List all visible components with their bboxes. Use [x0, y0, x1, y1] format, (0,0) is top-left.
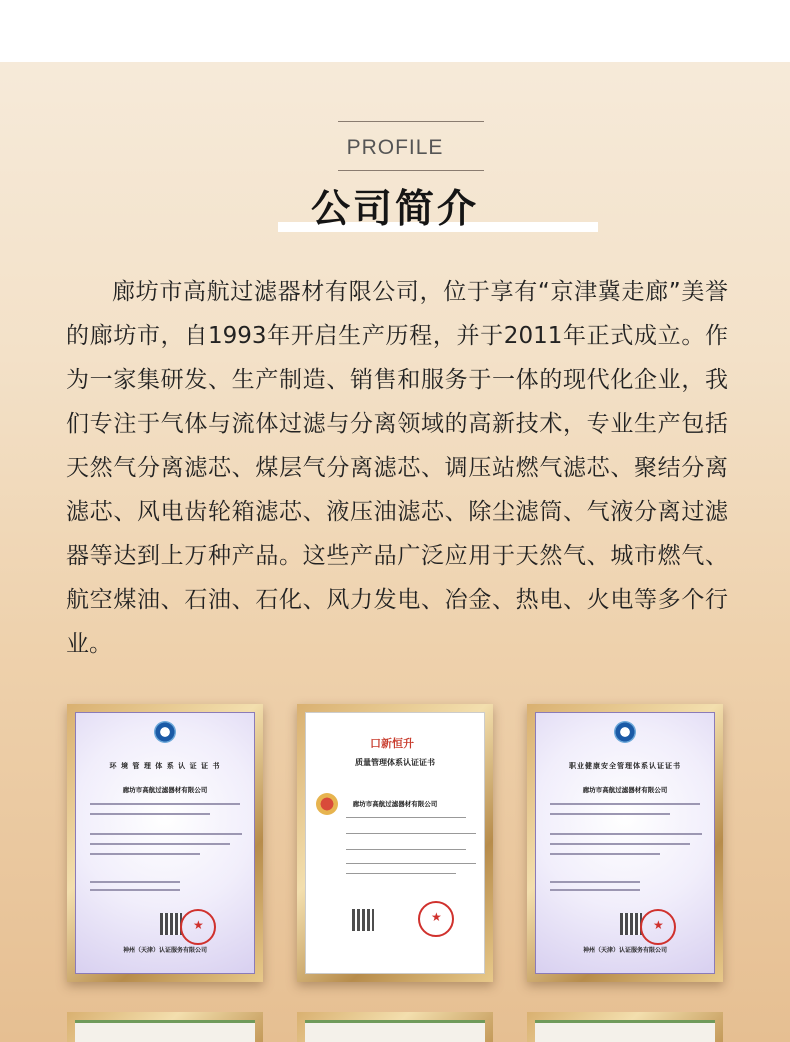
certificate-occupational-health[interactable] [527, 704, 723, 982]
certification-logo-icon [154, 721, 176, 743]
certificate-frame-partial [527, 1012, 723, 1042]
certificate-face [535, 712, 715, 974]
certificate-text-line [90, 843, 230, 845]
qr-code-icon [620, 913, 642, 935]
red-seal-icon [640, 909, 676, 945]
certificate-text-line [90, 813, 210, 815]
certificate-environmental[interactable] [67, 704, 263, 982]
certificate-text-line [550, 853, 660, 855]
certificate-text-line [550, 843, 690, 845]
qr-code-icon [160, 913, 182, 935]
certificate-text-line [90, 833, 242, 835]
certificate-text-line [550, 833, 702, 835]
red-seal-icon [180, 909, 216, 945]
certificate-text-line [346, 849, 466, 850]
rule-bottom [338, 170, 484, 171]
certificate-text-line [550, 889, 640, 891]
certificate-title: 职业健康安全管理体系认证证书 [569, 762, 681, 770]
certificate-text-line [90, 889, 180, 891]
certificate-face [75, 712, 255, 974]
certificate-title: 环 境 管 理 体 系 认 证 证 书 [109, 762, 221, 770]
certificate-text-line [346, 833, 476, 834]
certificate-text-line [346, 873, 456, 874]
decorative-wave [305, 712, 416, 833]
certificate-text-line [346, 863, 476, 864]
certificate-text-line [550, 803, 700, 805]
certificate-frame-partial [297, 1012, 493, 1042]
rule-top [338, 121, 484, 122]
certificate-company: 廊坊市高航过滤器材有限公司 [352, 800, 438, 808]
section-eyebrow: PROFILE [346, 136, 444, 159]
company-intro-text: 廊坊市高航过滤器材有限公司，位于享有“京津冀走廊”美誉的廊坊市，自1993年开启生产历程，并于2011年正式成立。作为一家集研发、生产制造、销售和服务于一体的现代化企业，我们专注于气体与流体过滤与分离领域的高新技术，专业生产包括天然气分离滤芯、煤层气分离滤芯、调压站燃气滤芯、聚结分离滤芯、风电齿轮箱滤芯、液压油滤芯、除尘滤筒、气液分离过滤器等达到上万种产品。这些产品广泛应用于天然气、城市燃气、航空煤油、石油、石化、风力发电、冶金、热电、火电等多个行业。 [66, 279, 728, 657]
certification-logo-icon [614, 721, 636, 743]
certificate-quality[interactable] [297, 704, 493, 982]
certificate-issuer: 神州（天津）认证服务有限公司 [122, 947, 207, 954]
certificate-face [305, 712, 485, 974]
top-white-band [0, 0, 790, 62]
certificate-company: 廊坊市高航过滤器材有限公司 [122, 786, 208, 794]
certificate-title: 质量管理体系认证证书 [355, 758, 435, 767]
certificate-text-line [90, 881, 180, 883]
certificate-text-line [550, 813, 670, 815]
certificate-text-line [346, 817, 466, 818]
qr-code-icon [352, 909, 374, 931]
certificate-company: 廊坊市高航过滤器材有限公司 [582, 786, 668, 794]
certificate-text-line [90, 853, 200, 855]
brand-logo: 口新恒升 [370, 737, 414, 750]
certificate-issuer: 神州（天津）认证服务有限公司 [582, 947, 667, 954]
certificate-frame-partial [67, 1012, 263, 1042]
red-seal-icon [418, 901, 454, 937]
certificate-text-line [550, 881, 640, 883]
section-title: 公司简介 [310, 187, 479, 232]
certificate-text-line [90, 803, 240, 805]
